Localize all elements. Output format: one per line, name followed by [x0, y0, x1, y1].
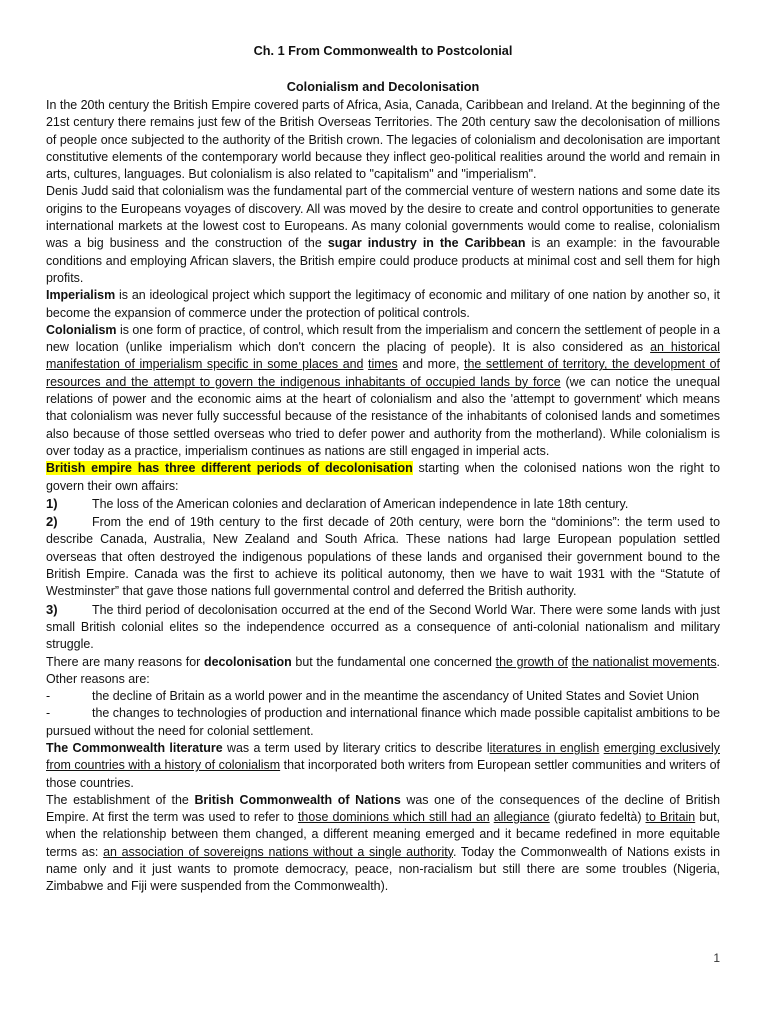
underlined-text: emerging exclusively from countries with a history of colonialism	[46, 740, 720, 773]
paragraph-judd	[46, 183, 720, 287]
underlined-text: iteratures in english	[489, 740, 600, 755]
dash-list-item	[46, 705, 720, 740]
underlined-text: to Britain	[645, 810, 696, 825]
text: but, when the relationship between them changed, a different meaning emerged and it became redefined in more equitable terms as:	[46, 810, 720, 859]
text: is an example: in the favourable conditions and employing African slavers, the British empire could produce products at minimal cost and sell them for high profits.	[46, 236, 720, 285]
list-text: From the end of 19th century to the first decade of 20th century, were born the “dominions”: the term used to describe Canada, Australia, New Zealand and South Africa. These nations had large European population settled overseas that often destroyed the indigenous populations of these lands and organised their government bound to the British Empire. Canada was the first to achieve its political autonomy, then we have to wait 1931 with the “Statute of Westminster” that gave those nations full governmental control and deferred the British authority.	[46, 515, 720, 599]
text: The establishment of the	[46, 792, 195, 807]
text: . Today the Commonwealth of Nations exists in name only and it just wants to promote democracy, peace, non-racialism but still there are some troubles (Nigeria, Zimbabwe and Fiji were suspended from the Commonwealth).	[46, 844, 720, 894]
underlined-text: the nationalist movements	[571, 654, 717, 669]
underlined-text: times	[368, 357, 398, 372]
underlined-text: the settlement of territory, the development of resources and the attempt to govern the indigenous inhabitants of occupied lands by force	[46, 357, 720, 389]
text: (we can notice the unequal relations of power and the economic aims at the heart of colonialism and also the 'attempt to government' which means that colonialism was never fully successful because of the resistance of the inhabitants of colonised lands and sometimes also because of those settled overseas who tried to defer power and authority from the motherland). While colonialism is over today as a practice, imperialism continues as nations are still engaged in imperial acts.	[46, 374, 720, 458]
text: is an ideological project which support the legitimacy of economic and military of one nation by another so, it become the expansion of commerce under the protection of political controls.	[46, 288, 720, 320]
bold-term: Colonialism	[46, 322, 117, 337]
text: Denis Judd said that colonialism was the fundamental part of the commercial venture of western nations and some date its origins to the Europeans voyages of discovery. All was moved by the desire to create and control opportunities to generate international markets at the lowest cost to Europeans. As many colonial governments would come to realise, colonialism was a big business and the construction of the	[46, 184, 720, 251]
text: (giurato fedeltà)	[549, 810, 646, 825]
underlined-text: allegiance	[493, 810, 550, 825]
bold-term: Imperialism	[46, 288, 116, 303]
underlined-text: an historical manifestation of imperialism specific in some places and	[46, 340, 720, 372]
bold-term: The Commonwealth literature	[46, 740, 223, 755]
list-text: The third period of decolonisation occurred at the end of the Second World War. There were some lands with just small British colonial elites so the independence occurred as a consequence of anti-colonial nationalism and military struggle.	[46, 602, 720, 652]
bold-text: sugar industry in the Caribbean	[327, 236, 526, 251]
paragraph-colonialism	[46, 322, 720, 460]
text: There are many reasons for	[46, 654, 204, 669]
list-number: 1)	[46, 495, 58, 511]
bold-term: British Commonwealth of Nations	[194, 792, 401, 807]
list-item	[46, 513, 720, 600]
bold-term: decolonisation	[203, 654, 292, 669]
text: that incorporated both writers from European settler communities and writers of those countries.	[46, 758, 721, 790]
text: . Other reasons are:	[46, 654, 721, 686]
list-number: 2)	[46, 514, 58, 530]
list-text: The loss of the American colonies and declaration of American independence in late 18th century.	[92, 496, 629, 511]
underlined-text: an association of sovereigns nations without a single authority	[103, 844, 453, 859]
page-number: 1	[713, 951, 720, 965]
text: was a term used by literary critics to describe l	[222, 740, 490, 755]
paragraph-commonwealth-literature	[46, 740, 720, 792]
text: was one of the consequences of the decline of British Empire. At first the term was used to refer to	[46, 792, 721, 825]
list-text: the changes to technologies of production and international finance which made possible capitalist ambitions to be pursued without the need for colonial settlement.	[46, 706, 720, 738]
underlined-text: the growth of	[495, 654, 568, 669]
text: is one form of practice, of control, which result from the imperialism and concern the settlement of people in a new location (unlike imperialism which don't concern the placing of people). It is also considered as	[46, 322, 721, 355]
text: starting when the colonised nations won the right to govern their own affairs:	[46, 461, 720, 493]
text: In the 20th century the British Empire covered parts of Africa, Asia, Canada, Caribbean and Ireland. At the beginning of the 21st century there remains just few of the British Overseas Territories. The 20th century saw the decolonisation of millions of people once subjected to the authority of the British crown. The legacies of colonialism and decolonisation are important constitutive elements of the contemporary world because they inflect geo-political realities around the world and remain in arts, cultures, languages. But colonialism is also related to "capitalism" and "imperialism".	[46, 98, 720, 182]
paragraph-imperialism	[46, 287, 720, 322]
dash-marker: -	[46, 689, 51, 704]
paragraph-periods	[46, 460, 720, 495]
paragraph-reasons	[46, 654, 720, 689]
dash-list-item	[46, 688, 720, 705]
dash-marker: -	[46, 706, 51, 721]
paragraph-commonwealth-nations	[46, 792, 720, 896]
list-item	[46, 601, 720, 654]
paragraph-intro	[46, 97, 720, 183]
highlighted-text: British empire has three different periods of decolonisation	[46, 461, 413, 476]
text: but the fundamental one concerned	[291, 654, 496, 669]
chapter-title: Ch. 1 From Commonwealth to Postcolonial	[253, 44, 513, 58]
list-number: 3)	[46, 601, 58, 617]
section-title: Colonialism and Decolonisation	[286, 80, 480, 94]
text: and more,	[397, 357, 464, 372]
list-item	[46, 495, 720, 513]
underlined-text: those dominions which still had an	[297, 810, 490, 825]
list-text: the decline of Britain as a world power and in the meantime the ascendancy of United States and Soviet Union	[92, 689, 700, 704]
